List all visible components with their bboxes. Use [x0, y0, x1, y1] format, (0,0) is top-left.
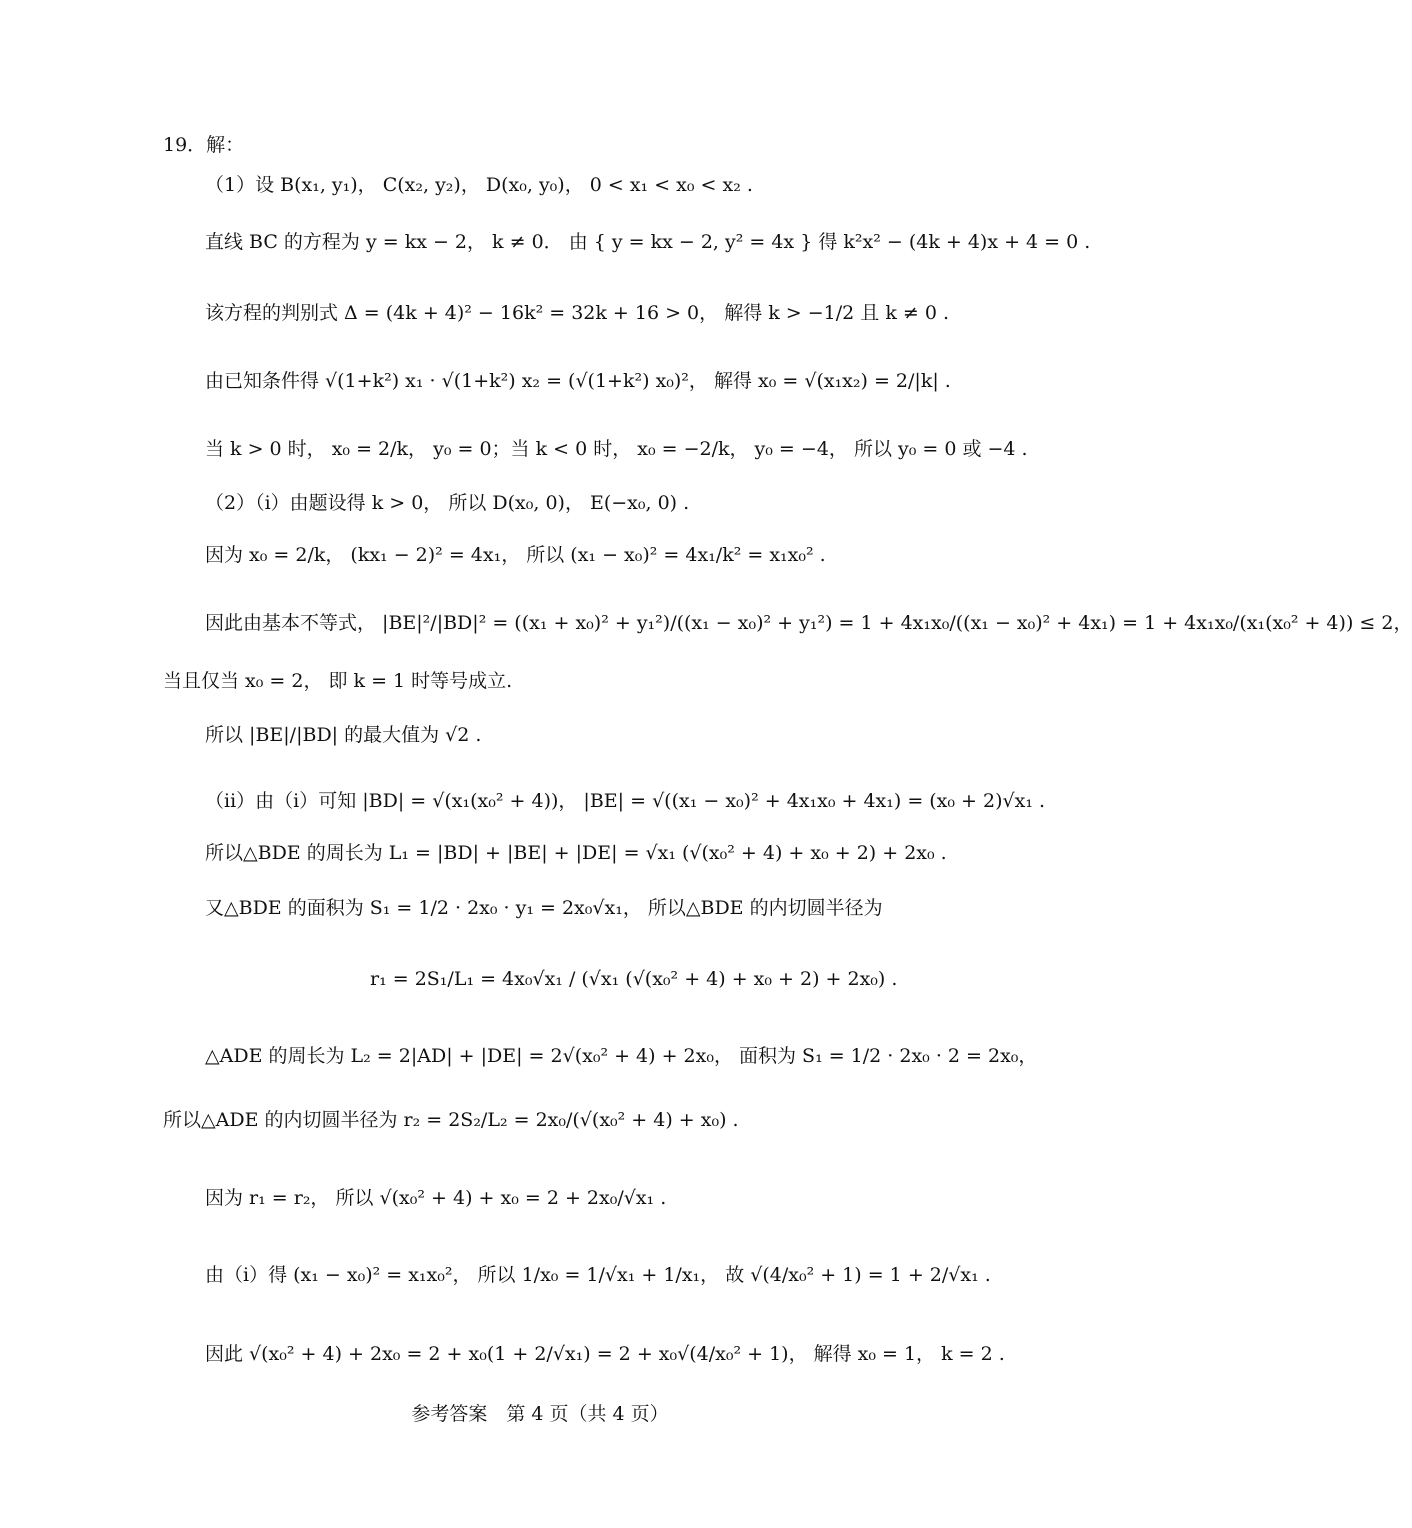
- problem-number: 19．解：: [163, 134, 245, 156]
- page-footer: 参考答案 第 4 页（共 4 页）: [411, 1403, 669, 1425]
- solution-line-12: 所以△BDE 的周长为 L₁ = |BD| + |BE| + |DE| = √x₁ (√(x₀² + 4) + x₀ + 2) + 2x₀ .: [205, 842, 947, 864]
- solution-line-14: r₁ = 2S₁/L₁ = 4x₀√x₁ / (√x₁ (√(x₀² + 4) + x₀ + 2) + 2x₀) .: [370, 968, 898, 990]
- solution-line-9: 当且仅当 x₀ = 2， 即 k = 1 时等号成立.: [163, 670, 513, 692]
- solution-line-3: 该方程的判别式 Δ = (4k + 4)² − 16k² = 32k + 16 > 0， 解得 k > −1/2 且 k ≠ 0 .: [205, 302, 949, 324]
- solution-line-10: 所以 |BE|/|BD| 的最大值为 √2 .: [205, 724, 482, 746]
- solution-line-13: 又△BDE 的面积为 S₁ = 1/2 · 2x₀ · y₁ = 2x₀√x₁， 所以△BDE 的内切圆半径为: [205, 897, 883, 919]
- solution-line-6: （2）（ⅰ）由题设得 k > 0， 所以 D(x₀, 0)， E(−x₀, 0) .: [205, 492, 690, 514]
- solution-line-4: 由已知条件得 √(1+k²) x₁ · √(1+k²) x₂ = (√(1+k²) x₀)²， 解得 x₀ = √(x₁x₂) = 2/|k| .: [205, 370, 951, 392]
- solution-line-11: （ⅱ）由（ⅰ）可知 |BD| = √(x₁(x₀² + 4))， |BE| = √((x₁ − x₀)² + 4x₁x₀ + 4x₁) = (x₀ + 2)√x₁ .: [205, 790, 1046, 812]
- solution-line-5: 当 k > 0 时， x₀ = 2/k， y₀ = 0；当 k < 0 时， x₀ = −2/k， y₀ = −4， 所以 y₀ = 0 或 −4 .: [205, 438, 1028, 460]
- solution-line-8: 因此由基本不等式， |BE|²/|BD|² = ((x₁ + x₀)² + y₁²)/((x₁ − x₀)² + y₁²) = 1 + 4x₁x₀/((x₁ − x₀)² + 4x₁) = 1 + 4x₁x₀/(x₁(x₀² + 4)) ≤ 2，: [205, 612, 1412, 634]
- solution-line-19: 因此 √(x₀² + 4) + 2x₀ = 2 + x₀(1 + 2/√x₁) = 2 + x₀√(4/x₀² + 1)， 解得 x₀ = 1， k = 2 .: [205, 1343, 1005, 1365]
- solution-line-17: 因为 r₁ = r₂， 所以 √(x₀² + 4) + x₀ = 2 + 2x₀/√x₁ .: [205, 1187, 667, 1209]
- solution-line-2: 直线 BC 的方程为 y = kx − 2， k ≠ 0． 由 { y = kx − 2, y² = 4x } 得 k²x² − (4k + 4)x + 4 = 0 .: [205, 231, 1091, 253]
- solution-line-16: 所以△ADE 的内切圆半径为 r₂ = 2S₂/L₂ = 2x₀/(√(x₀² + 4) + x₀) .: [163, 1109, 739, 1131]
- solution-line-18: 由（ⅰ）得 (x₁ − x₀)² = x₁x₀²， 所以 1/x₀ = 1/√x₁ + 1/x₁， 故 √(4/x₀² + 1) = 1 + 2/√x₁ .: [205, 1264, 991, 1286]
- solution-line-15: △ADE 的周长为 L₂ = 2|AD| + |DE| = 2√(x₀² + 4) + 2x₀， 面积为 S₁ = 1/2 · 2x₀ · 2 = 2x₀，: [205, 1045, 1038, 1067]
- solution-line-1: （1）设 B(x₁, y₁)， C(x₂, y₂)， D(x₀, y₀)， 0 < x₁ < x₀ < x₂ .: [205, 174, 753, 196]
- solution-line-7: 因为 x₀ = 2/k， (kx₁ − 2)² = 4x₁， 所以 (x₁ − x₀)² = 4x₁/k² = x₁x₀² .: [205, 544, 826, 566]
